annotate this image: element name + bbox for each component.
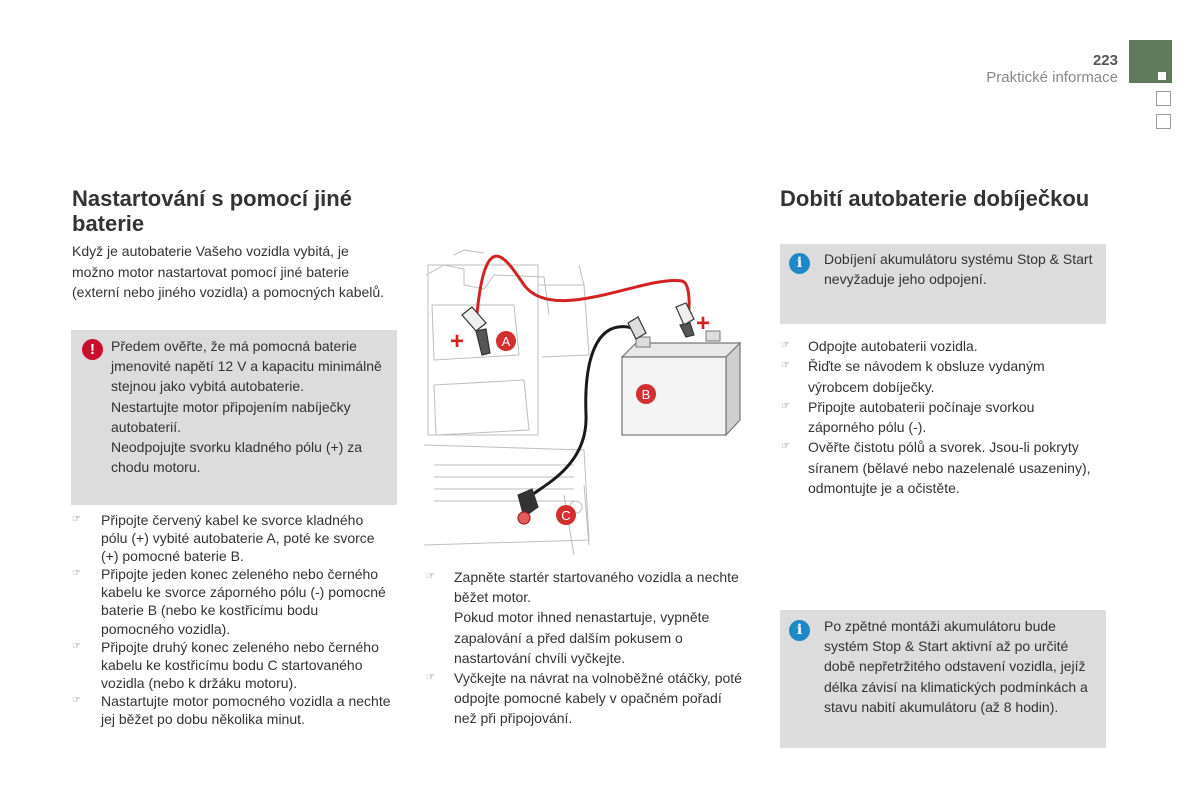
page-number: 223 bbox=[1092, 52, 1118, 69]
pointer-icon: ☞ bbox=[72, 568, 81, 580]
marker-b bbox=[636, 384, 656, 404]
chapter-tab bbox=[1156, 91, 1171, 106]
pointer-icon: ☞ bbox=[426, 571, 435, 582]
pointer-icon: ☞ bbox=[781, 400, 790, 412]
list-item: ☞ Připojte druhý konec zeleného nebo černého kabelu ke kostřicímu bodu C startovaného vozidla (nebo k držáku motoru). bbox=[72, 638, 379, 691]
list-item: ☞ Připojte autobaterii počínaje svorkou záporného pólu (-). bbox=[781, 398, 1035, 436]
plus-sign-a: + bbox=[450, 328, 465, 355]
chapter-tab bbox=[1156, 114, 1171, 129]
left-steps bbox=[72, 511, 392, 728]
list-item: ☞ Připojte jeden konec zeleného nebo černého kabelu ke svorce záporného pólu (-) pomocné baterie B (nebo ke kostřicímu bodu pomocného vozidla). bbox=[72, 566, 386, 637]
list-item: ☞ Ověřte čistotu pólů a svorek. Jsou-li pokryty síranem (bělavé nebo nazelenalé usazeniny), odmontujte je a očistěte. bbox=[781, 439, 1091, 497]
list-item: Pokud motor ihned nenastartuje, vypněte zapalování a před dalším pokusem o nastartování chvíli vyčkejte. bbox=[454, 609, 710, 666]
plus-sign-b: + bbox=[696, 310, 711, 337]
info-icon: i bbox=[789, 620, 810, 641]
info-text: Dobíjení akumulátoru systému Stop & Start nevyžaduje jeho odpojení. bbox=[824, 251, 1093, 288]
middle-steps bbox=[426, 567, 746, 729]
warning-text: Nestartujte motor připojením nabíječky autobaterií. bbox=[111, 398, 351, 435]
info-box-top bbox=[780, 244, 1106, 324]
marker-a bbox=[496, 331, 516, 351]
pointer-icon: ☞ bbox=[72, 694, 81, 706]
pointer-icon: ☞ bbox=[426, 672, 435, 684]
info-text: Po zpětné montáži akumulátoru bude systém Stop & Start aktivní až po určité době nepřetržitého odstavení vozidla, jejíž délka závisí na klimatických podmínkách a stavu nabití akumulátoru (až 8 hodin). bbox=[824, 618, 1088, 715]
section-title: Praktické informace bbox=[986, 69, 1118, 86]
list-item: ☞ Nastartujte motor pomocného vozidla a nechte jej běžet po dobu několika minut. bbox=[72, 692, 391, 728]
black-cable bbox=[532, 327, 636, 495]
left-title: Nastartování s pomocí jiné baterie bbox=[72, 186, 352, 236]
tab-marker bbox=[1158, 72, 1166, 80]
jump-start-illustration bbox=[424, 245, 748, 560]
list-item: ☞ Zapněte startér startovaného vozidla a nechte běžet motor. bbox=[426, 569, 739, 606]
pointer-icon: ☞ bbox=[781, 360, 790, 372]
pointer-icon: ☞ bbox=[781, 340, 790, 351]
black-clamp-b bbox=[628, 317, 646, 339]
right-steps bbox=[781, 336, 1097, 498]
label-c: C bbox=[561, 508, 571, 523]
pointer-icon: ☞ bbox=[781, 441, 790, 453]
red-cable bbox=[476, 256, 689, 325]
list-item: ☞ Připojte červený kabel ke svorce kladného pólu (+) vybité autobaterie A, poté ke svorce (+) pomocné baterie B. bbox=[72, 512, 375, 565]
marker-c bbox=[556, 505, 576, 525]
red-clamp-b bbox=[676, 303, 694, 337]
label-b: B bbox=[641, 387, 651, 402]
warning-box bbox=[71, 330, 397, 505]
info-box-bottom bbox=[780, 610, 1106, 748]
pointer-icon: ☞ bbox=[72, 514, 81, 525]
list-item: ☞ Odpojte autobaterii vozidla. bbox=[781, 336, 1097, 356]
warning-text: Neodpojujte svorku kladného pólu (+) za chodu motoru. bbox=[111, 439, 362, 476]
warning-text: Předem ověřte, že má pomocná baterie jmenovité napětí 12 V a kapacitu minimálně stejnou jako vybitá autobaterie. bbox=[111, 338, 382, 395]
warning-icon: ! bbox=[82, 339, 103, 360]
chapter-tab-active bbox=[1129, 40, 1172, 83]
right-title: Dobití autobaterie dobíječkou bbox=[780, 186, 1090, 211]
red-clamp-a bbox=[462, 307, 490, 355]
info-icon: i bbox=[789, 253, 810, 274]
list-item: ☞ Vyčkejte na návrat na volnoběžné otáčky, poté odpojte pomocné kabely v opačném pořadí než při připojování. bbox=[426, 670, 742, 727]
list-item: ☞ Řiďte se návodem k obsluze vydaným výrobcem dobíječky. bbox=[781, 358, 1045, 395]
label-a: A bbox=[501, 334, 511, 349]
battery-b bbox=[622, 331, 740, 435]
left-intro: Když je autobaterie Vašeho vozidla vybitá, je možno motor nastartovat pomocí jiné baterie (externí nebo jiného vozidla) a pomocných kabelů. bbox=[72, 243, 385, 300]
pointer-icon: ☞ bbox=[72, 640, 81, 652]
